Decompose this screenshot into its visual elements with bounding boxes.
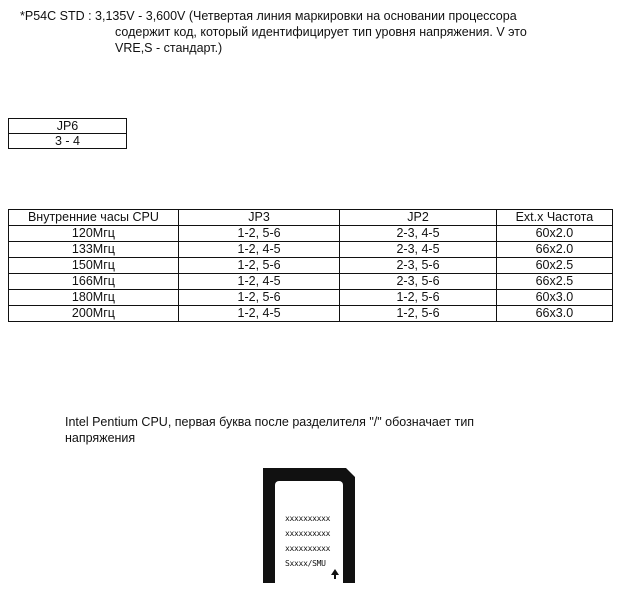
cell-jp3: 1-2, 5-6 [178, 258, 339, 274]
table-row [9, 274, 613, 290]
cell-ext-frequency: 66x2.0 [496, 242, 612, 258]
chip-marking-line: xxxxxxxxxx [285, 514, 331, 523]
table-header-row [9, 210, 613, 226]
voltage-note-line-3: VRE,S - стандарт.) [115, 41, 223, 55]
cell-jp2: 2-3, 4-5 [340, 226, 496, 242]
cell-jp2: 2-3, 4-5 [340, 242, 496, 258]
voltage-note-line-1: *P54C STD : 3,135V - 3,600V (Четвертая линия маркировки на основании процессора [20, 9, 517, 23]
jp6-header: JP6 [9, 119, 127, 134]
table-row [9, 242, 613, 258]
chip-label-area [275, 481, 343, 591]
cell-cpu-clock: 180Мгц [9, 290, 179, 306]
column-header-jp3: JP3 [178, 210, 339, 226]
cell-cpu-clock: 133Мгц [9, 242, 179, 258]
cell-jp3: 1-2, 4-5 [178, 274, 339, 290]
cpu-marking-caption [65, 414, 565, 446]
cell-cpu-clock: 150Мгц [9, 258, 179, 274]
caption-line-1: Intel Pentium CPU, первая буква после разделителя "/" обозначает тип [65, 415, 475, 429]
cell-ext-frequency: 60x2.5 [496, 258, 612, 274]
cell-jp2: 2-3, 5-6 [340, 258, 496, 274]
caption-line-2: напряжения [65, 431, 136, 445]
table-row [9, 258, 613, 274]
cell-jp2: 1-2, 5-6 [340, 290, 496, 306]
jp6-table [8, 118, 127, 149]
cell-jp3: 1-2, 5-6 [178, 290, 339, 306]
cell-jp3: 1-2, 4-5 [178, 306, 339, 322]
cell-cpu-clock: 166Мгц [9, 274, 179, 290]
cell-ext-frequency: 60x2.0 [496, 226, 612, 242]
cell-jp3: 1-2, 5-6 [178, 226, 339, 242]
cell-jp2: 2-3, 5-6 [340, 274, 496, 290]
column-header-ext-frequency: Ext.x Частота [496, 210, 612, 226]
cell-cpu-clock: 200Мгц [9, 306, 179, 322]
cell-jp2: 1-2, 5-6 [340, 306, 496, 322]
cpu-jumper-table [8, 209, 613, 322]
chip-marking-line: xxxxxxxxxx [285, 544, 331, 553]
cell-jp3: 1-2, 4-5 [178, 242, 339, 258]
chip-markings [285, 511, 330, 571]
cpu-chip-diagram [263, 468, 355, 583]
chip-notch [346, 468, 355, 477]
arrow-up-icon [331, 569, 339, 582]
voltage-note-line-2: содержит код, который идентифицирует тип уровня напряжения. V это [115, 25, 527, 39]
cell-ext-frequency: 66x2.5 [496, 274, 612, 290]
column-header-jp2: JP2 [340, 210, 496, 226]
voltage-note [20, 8, 620, 56]
table-row [9, 226, 613, 242]
chip-marking-line: xxxxxxxxxx [285, 529, 331, 538]
chip-marking-line: Sxxxx/SMU [285, 559, 326, 568]
table-row [9, 306, 613, 322]
column-header-cpu-clock: Внутренние часы CPU [9, 210, 179, 226]
cell-ext-frequency: 66x3.0 [496, 306, 612, 322]
jp6-value: 3 - 4 [9, 134, 127, 149]
cell-cpu-clock: 120Мгц [9, 226, 179, 242]
table-row [9, 290, 613, 306]
cell-ext-frequency: 60x3.0 [496, 290, 612, 306]
